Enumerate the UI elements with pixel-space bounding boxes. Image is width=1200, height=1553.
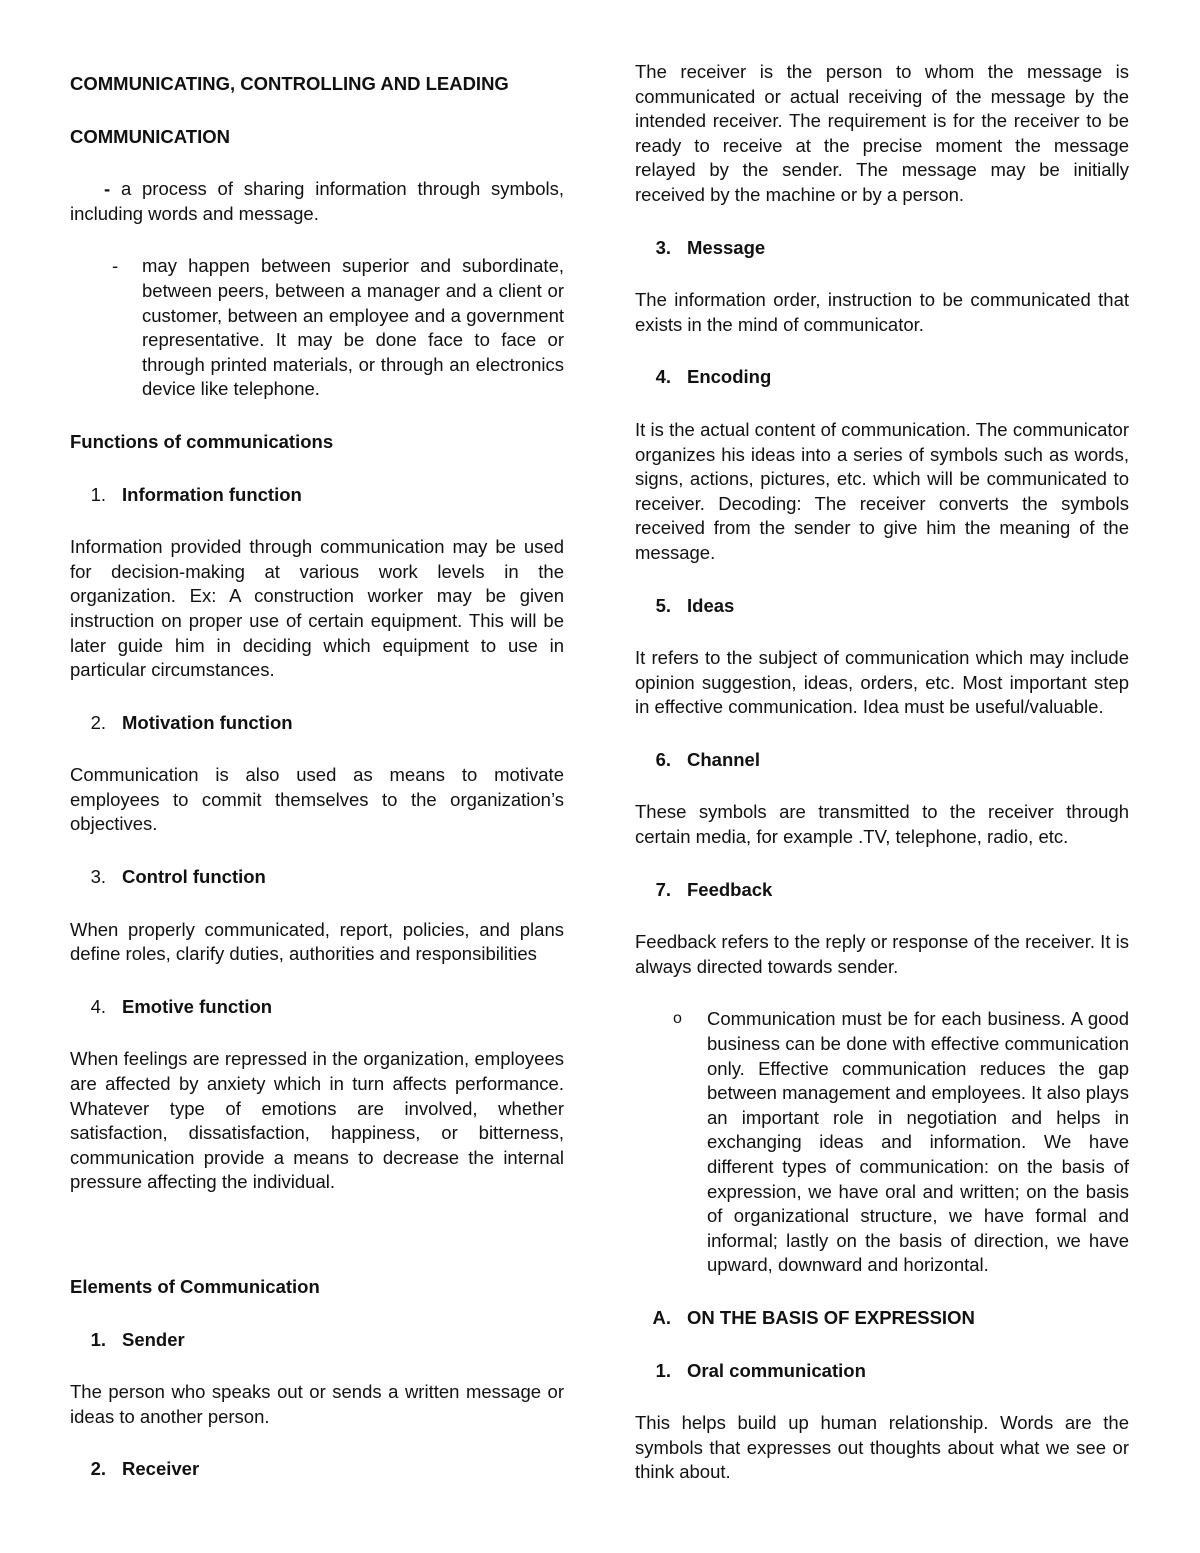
function-1-text: Information provided through communication may be used for decision-making at various work levels in the organization. Ex: A construction worker may be given instruction on proper use of certain equipment. This will be later guide him in deciding which equipment to use in particular circumstances.	[70, 536, 564, 681]
elements-heading: Elements of Communication	[70, 1276, 320, 1297]
function-4-text: When feelings are repressed in the organization, employees are affected by anxiety which in turn affects performance. Whatever type of emotions are involved, whether satisfaction, dissatisfaction, happiness, or bitterness, communication provide a means to decrease the internal pressure affecting the individual.	[70, 1048, 564, 1193]
right-column	[635, 60, 1129, 1485]
element-3-heading	[635, 236, 1129, 261]
section-a-title: ON THE BASIS OF EXPRESSION	[687, 1306, 975, 1328]
element-3-text: The information order, instruction to be communicated that exists in the mind of communicator.	[635, 289, 1129, 335]
bullet-item	[635, 1007, 1129, 1278]
element-7-number: 7.	[655, 878, 671, 900]
element-6-number: 6.	[655, 748, 671, 770]
oral-heading	[635, 1359, 1129, 1384]
function-2-title: Motivation function	[122, 711, 293, 733]
definition-2	[70, 254, 564, 402]
function-4-title: Emotive function	[122, 995, 273, 1017]
function-4-heading	[70, 995, 564, 1020]
definition-1	[70, 177, 564, 226]
element-2-number: 2.	[90, 1458, 106, 1480]
bullet-text: Communication must be for each business. A good business can be done with effective communication only. Effective communication reduces the gap between management and employees. It also plays an important role in negotiation and helps in exchanging ideas and information. We have different types of communication: on the basis of expression, we have oral and written; on the basis of organizational structure, we have formal and informal; lastly on the basis of direction, we have upward, downward and horizontal.	[707, 1008, 1129, 1276]
element-2-title: Receiver	[122, 1458, 200, 1480]
element-1-heading	[70, 1328, 564, 1353]
element-4-title: Encoding	[687, 366, 772, 388]
bullet-marker: o	[673, 1010, 682, 1028]
definition-2-marker: -	[112, 255, 119, 277]
function-3-number: 3.	[90, 866, 106, 888]
oral-title: Oral communication	[687, 1359, 866, 1381]
element-1-text: The person who speaks out or sends a written message or ideas to another person.	[70, 1381, 564, 1427]
functions-heading: Functions of communications	[70, 430, 334, 452]
element-5-heading	[635, 594, 1129, 619]
communication-heading: COMMUNICATION	[70, 125, 230, 147]
function-3-title: Control function	[122, 866, 266, 888]
definition-1-marker: -	[104, 178, 111, 200]
receiver-text: The receiver is the person to whom the message is communicated or actual receiving of the message by the intended receiver. The requirement is for the receiver to be ready to receive at the precise moment the message relayed by the sender. The message may be initially received by the machine or by a person.	[635, 61, 1129, 205]
function-1-title: Information function	[122, 483, 302, 505]
element-4-text: It is the actual content of communication. The communicator organizes his ideas into a series of symbols such as words, signs, actions, pictures, etc. which will be communicated to receiver. Decoding: The receiver converts the symbols received from the sender to give him the meaning of the message.	[635, 418, 1129, 563]
element-5-number: 5.	[655, 594, 671, 616]
element-6-heading	[635, 748, 1129, 773]
element-6-text: These symbols are transmitted to the receiver through certain media, for example .TV, telephone, radio, etc.	[635, 801, 1129, 848]
function-2-heading	[70, 711, 564, 736]
element-3-title: Message	[687, 236, 766, 258]
function-3-text: When properly communicated, report, policies, and plans define roles, clarify duties, authorities and responsibilities	[70, 918, 564, 965]
element-7-title: Feedback	[687, 878, 773, 900]
element-1-number: 1.	[90, 1328, 106, 1350]
element-7-text: Feedback refers to the reply or response of the receiver. It is always directed towards sender.	[635, 931, 1129, 977]
element-1-title: Sender	[122, 1328, 185, 1350]
element-5-title: Ideas	[687, 594, 735, 616]
function-4-number: 4.	[90, 995, 106, 1017]
element-3-number: 3.	[655, 236, 671, 258]
function-1-number: 1.	[90, 483, 106, 505]
function-2-number: 2.	[90, 711, 106, 733]
function-2-text: Communication is also used as means to motivate employees to commit themselves to the organization’s objectives.	[70, 764, 564, 835]
oral-text: This helps build up human relationship. Words are the symbols that expresses out thoughts about what we see or think about.	[635, 1412, 1129, 1483]
definition-2-text: may happen between superior and subordinate, between peers, between a manager and a client or customer, between an employee and a government representative. It may be done face to face or through printed materials, or through an electronics device like telephone.	[142, 255, 564, 400]
oral-number: 1.	[655, 1359, 671, 1381]
element-5-text: It refers to the subject of communication which may include opinion suggestion, ideas, orders, etc. Most important step in effective communication. Idea must be useful/valuable.	[635, 647, 1129, 718]
section-a-heading	[635, 1306, 1129, 1331]
function-1-heading	[70, 483, 564, 508]
document-title: COMMUNICATING, CONTROLLING AND LEADING	[70, 73, 509, 94]
element-4-number: 4.	[655, 366, 671, 388]
section-a-letter: A.	[652, 1306, 671, 1328]
left-column	[70, 60, 564, 1482]
element-2-heading	[70, 1457, 564, 1482]
element-6-title: Channel	[687, 748, 760, 770]
element-4-heading	[635, 365, 1129, 390]
element-7-heading	[635, 878, 1129, 903]
definition-1-text: a process of sharing information through symbols, including words and message.	[70, 178, 565, 224]
function-3-heading	[70, 865, 564, 890]
